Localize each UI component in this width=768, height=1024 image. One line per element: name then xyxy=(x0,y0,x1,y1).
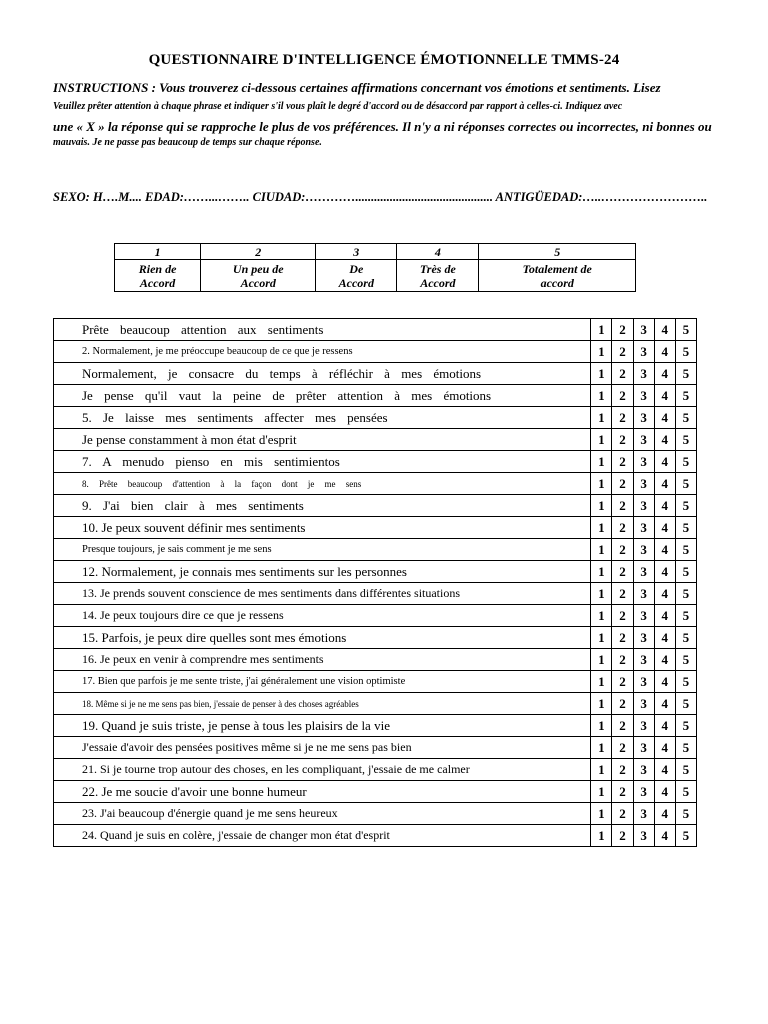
question-text: Je pense qu'il vaut la peine de prêter attention à mes émotions xyxy=(54,385,591,407)
question-text: 19. Quand je suis triste, je pense à tous les plaisirs de la vie xyxy=(54,715,591,737)
answer-option-1[interactable]: 1 xyxy=(591,693,612,715)
answer-option-1[interactable]: 1 xyxy=(591,473,612,495)
answer-option-5[interactable]: 5 xyxy=(675,671,696,693)
answer-option-3[interactable]: 3 xyxy=(633,583,654,605)
answer-option-4[interactable]: 4 xyxy=(654,495,675,517)
answer-option-3[interactable]: 3 xyxy=(633,715,654,737)
instructions-line-1: INSTRUCTIONS : Vous trouverez ci-dessous certaines affirmations concernant vos émotions et sentiments. Lisez xyxy=(53,80,661,95)
answer-option-3[interactable]: 3 xyxy=(633,363,654,385)
answer-option-4[interactable]: 4 xyxy=(654,693,675,715)
question-row xyxy=(54,473,697,495)
answer-option-2[interactable]: 2 xyxy=(612,715,633,737)
question-text: 2. Normalement, je me préoccupe beaucoup de ce que je ressens xyxy=(54,341,591,363)
instructions-line-2: Veuillez prêter attention à chaque phrase et indiquer s'il vous plaît le degré d'accord ou de désaccord par rapport à celles-ci. Indiquez avec xyxy=(53,101,623,112)
answer-option-5[interactable]: 5 xyxy=(675,341,696,363)
answer-option-4[interactable]: 4 xyxy=(654,539,675,561)
answer-option-4[interactable]: 4 xyxy=(654,781,675,803)
answer-option-2[interactable]: 2 xyxy=(612,605,633,627)
question-row xyxy=(54,319,697,341)
answer-option-4[interactable]: 4 xyxy=(654,649,675,671)
question-text: 5. Je laisse mes sentiments affecter mes pensées xyxy=(54,407,591,429)
instructions-line-4: mauvais. Je ne passe pas beaucoup de temps sur chaque réponse. xyxy=(53,137,322,148)
answer-option-4[interactable]: 4 xyxy=(654,319,675,341)
question-row xyxy=(54,363,697,385)
answer-option-5[interactable]: 5 xyxy=(675,649,696,671)
answer-option-3[interactable]: 3 xyxy=(633,693,654,715)
answer-option-3[interactable]: 3 xyxy=(633,737,654,759)
question-row xyxy=(54,693,697,715)
question-row xyxy=(54,605,697,627)
scale-number: 2 xyxy=(201,244,316,260)
answer-option-1[interactable]: 1 xyxy=(591,627,612,649)
answer-option-5[interactable]: 5 xyxy=(675,803,696,825)
answer-option-2[interactable]: 2 xyxy=(612,781,633,803)
answer-option-5[interactable]: 5 xyxy=(675,539,696,561)
question-text: 23. J'ai beaucoup d'énergie quand je me sens heureux xyxy=(54,803,591,825)
answer-option-3[interactable]: 3 xyxy=(633,517,654,539)
question-row xyxy=(54,451,697,473)
answer-option-2[interactable]: 2 xyxy=(612,517,633,539)
answer-option-3[interactable]: 3 xyxy=(633,825,654,847)
answer-option-1[interactable]: 1 xyxy=(591,803,612,825)
question-row xyxy=(54,583,697,605)
answer-option-5[interactable]: 5 xyxy=(675,561,696,583)
answer-option-1[interactable]: 1 xyxy=(591,407,612,429)
answer-option-1[interactable]: 1 xyxy=(591,583,612,605)
answer-option-1[interactable]: 1 xyxy=(591,429,612,451)
answer-option-2[interactable]: 2 xyxy=(612,759,633,781)
question-row xyxy=(54,649,697,671)
answer-option-1[interactable]: 1 xyxy=(591,319,612,341)
question-text: 16. Je peux en venir à comprendre mes sentiments xyxy=(54,649,591,671)
answer-option-3[interactable]: 3 xyxy=(633,649,654,671)
answer-option-1[interactable]: 1 xyxy=(591,715,612,737)
answer-option-2[interactable]: 2 xyxy=(612,583,633,605)
answer-option-3[interactable]: 3 xyxy=(633,539,654,561)
answer-option-4[interactable]: 4 xyxy=(654,517,675,539)
answer-option-5[interactable]: 5 xyxy=(675,583,696,605)
answer-option-3[interactable]: 3 xyxy=(633,781,654,803)
answer-option-5[interactable]: 5 xyxy=(675,605,696,627)
question-row xyxy=(54,429,697,451)
answer-option-2[interactable]: 2 xyxy=(612,649,633,671)
question-text: 18. Même si je ne me sens pas bien, j'essaie de penser à des choses agréables xyxy=(54,693,591,715)
question-row xyxy=(54,715,697,737)
question-text: 13. Je prends souvent conscience de mes sentiments dans différentes situations xyxy=(54,583,591,605)
answer-option-2[interactable]: 2 xyxy=(612,627,633,649)
answer-option-3[interactable]: 3 xyxy=(633,495,654,517)
answer-option-2[interactable]: 2 xyxy=(612,539,633,561)
answer-option-5[interactable]: 5 xyxy=(675,363,696,385)
question-row xyxy=(54,803,697,825)
question-text: 21. Si je tourne trop autour des choses, en les compliquant, j'essaie de me calmer xyxy=(54,759,591,781)
answer-option-2[interactable]: 2 xyxy=(612,341,633,363)
answer-option-4[interactable]: 4 xyxy=(654,803,675,825)
scale-legend-table xyxy=(114,243,636,292)
answer-option-3[interactable]: 3 xyxy=(633,319,654,341)
answer-option-5[interactable]: 5 xyxy=(675,451,696,473)
scale-number: 5 xyxy=(479,244,636,260)
questionnaire-table xyxy=(53,318,697,847)
answer-option-4[interactable]: 4 xyxy=(654,429,675,451)
scale-number: 3 xyxy=(316,244,397,260)
answer-option-1[interactable]: 1 xyxy=(591,517,612,539)
question-row xyxy=(54,539,697,561)
question-row xyxy=(54,759,697,781)
answer-option-2[interactable]: 2 xyxy=(612,561,633,583)
answer-option-3[interactable]: 3 xyxy=(633,759,654,781)
answer-option-4[interactable]: 4 xyxy=(654,715,675,737)
answer-option-3[interactable]: 3 xyxy=(633,429,654,451)
instructions-line-3: une « X » la réponse qui se rapproche le plus de vos préférences. Il n'y a ni réponses correctes ou incorrectes, ni bonnes ou xyxy=(53,119,712,134)
answer-option-4[interactable]: 4 xyxy=(654,627,675,649)
question-row xyxy=(54,495,697,517)
question-row xyxy=(54,407,697,429)
question-text: 14. Je peux toujours dire ce que je ressens xyxy=(54,605,591,627)
respondent-fields[interactable]: SEXO: H….M.... EDAD:……...…….. CIUDAD:…………............................................ ANTIGÜEDAD:…..…………………….. xyxy=(53,190,708,204)
answer-option-5[interactable]: 5 xyxy=(675,407,696,429)
answer-option-5[interactable]: 5 xyxy=(675,759,696,781)
answer-option-1[interactable]: 1 xyxy=(591,671,612,693)
answer-option-2[interactable]: 2 xyxy=(612,407,633,429)
answer-option-5[interactable]: 5 xyxy=(675,319,696,341)
answer-option-4[interactable]: 4 xyxy=(654,407,675,429)
answer-option-1[interactable]: 1 xyxy=(591,649,612,671)
answer-option-3[interactable]: 3 xyxy=(633,341,654,363)
question-text: 8. Prête beaucoup d'attention à la façon dont je me sens xyxy=(54,473,591,495)
answer-option-3[interactable]: 3 xyxy=(633,605,654,627)
answer-option-2[interactable]: 2 xyxy=(612,671,633,693)
question-row xyxy=(54,737,697,759)
answer-option-5[interactable]: 5 xyxy=(675,737,696,759)
answer-option-5[interactable]: 5 xyxy=(675,495,696,517)
answer-option-5[interactable]: 5 xyxy=(675,473,696,495)
answer-option-1[interactable]: 1 xyxy=(591,825,612,847)
answer-option-1[interactable]: 1 xyxy=(591,451,612,473)
answer-option-4[interactable]: 4 xyxy=(654,583,675,605)
scale-label: Un peu de Accord xyxy=(201,260,316,292)
answer-option-5[interactable]: 5 xyxy=(675,627,696,649)
answer-option-1[interactable]: 1 xyxy=(591,605,612,627)
answer-option-4[interactable]: 4 xyxy=(654,341,675,363)
answer-option-2[interactable]: 2 xyxy=(612,825,633,847)
answer-option-4[interactable]: 4 xyxy=(654,385,675,407)
question-text: 12. Normalement, je connais mes sentiments sur les personnes xyxy=(54,561,591,583)
answer-option-2[interactable]: 2 xyxy=(612,385,633,407)
question-row xyxy=(54,781,697,803)
answer-option-2[interactable]: 2 xyxy=(612,451,633,473)
answer-option-2[interactable]: 2 xyxy=(612,803,633,825)
question-row xyxy=(54,825,697,847)
answer-option-4[interactable]: 4 xyxy=(654,561,675,583)
answer-option-5[interactable]: 5 xyxy=(675,693,696,715)
question-text: Prête beaucoup attention aux sentiments xyxy=(54,319,591,341)
answer-option-2[interactable]: 2 xyxy=(612,495,633,517)
answer-option-5[interactable]: 5 xyxy=(675,517,696,539)
question-row xyxy=(54,671,697,693)
answer-option-3[interactable]: 3 xyxy=(633,561,654,583)
question-row xyxy=(54,627,697,649)
scale-number: 1 xyxy=(115,244,201,260)
answer-option-1[interactable]: 1 xyxy=(591,759,612,781)
answer-option-4[interactable]: 4 xyxy=(654,671,675,693)
scale-label: Rien de Accord xyxy=(115,260,201,292)
answer-option-3[interactable]: 3 xyxy=(633,627,654,649)
answer-option-1[interactable]: 1 xyxy=(591,781,612,803)
question-row xyxy=(54,341,697,363)
question-text: Presque toujours, je sais comment je me sens xyxy=(54,539,591,561)
answer-option-2[interactable]: 2 xyxy=(612,737,633,759)
answer-option-4[interactable]: 4 xyxy=(654,451,675,473)
scale-number: 4 xyxy=(397,244,479,260)
answer-option-2[interactable]: 2 xyxy=(612,319,633,341)
question-text: Normalement, je consacre du temps à réfléchir à mes émotions xyxy=(54,363,591,385)
answer-option-4[interactable]: 4 xyxy=(654,759,675,781)
answer-option-4[interactable]: 4 xyxy=(654,605,675,627)
answer-option-5[interactable]: 5 xyxy=(675,781,696,803)
answer-option-5[interactable]: 5 xyxy=(675,825,696,847)
answer-option-3[interactable]: 3 xyxy=(633,473,654,495)
answer-option-3[interactable]: 3 xyxy=(633,407,654,429)
answer-option-4[interactable]: 4 xyxy=(654,473,675,495)
page-title: QUESTIONNAIRE D'INTELLIGENCE ÉMOTIONNELLE TMMS-24 xyxy=(148,52,620,68)
answer-option-3[interactable]: 3 xyxy=(633,803,654,825)
question-text: Je pense constamment à mon état d'esprit xyxy=(54,429,591,451)
scale-label: Totalement de accord xyxy=(479,260,636,292)
answer-option-3[interactable]: 3 xyxy=(633,385,654,407)
question-text: 9. J'ai bien clair à mes sentiments xyxy=(54,495,591,517)
answer-option-2[interactable]: 2 xyxy=(612,473,633,495)
answer-option-1[interactable]: 1 xyxy=(591,561,612,583)
question-row xyxy=(54,561,697,583)
answer-option-1[interactable]: 1 xyxy=(591,363,612,385)
answer-option-1[interactable]: 1 xyxy=(591,495,612,517)
answer-option-3[interactable]: 3 xyxy=(633,451,654,473)
answer-option-4[interactable]: 4 xyxy=(654,363,675,385)
question-text: 24. Quand je suis en colère, j'essaie de changer mon état d'esprit xyxy=(54,825,591,847)
question-text: 10. Je peux souvent définir mes sentiments xyxy=(54,517,591,539)
question-row xyxy=(54,517,697,539)
answer-option-1[interactable]: 1 xyxy=(591,385,612,407)
answer-option-4[interactable]: 4 xyxy=(654,737,675,759)
answer-option-5[interactable]: 5 xyxy=(675,429,696,451)
answer-option-4[interactable]: 4 xyxy=(654,825,675,847)
answer-option-5[interactable]: 5 xyxy=(675,715,696,737)
answer-option-3[interactable]: 3 xyxy=(633,671,654,693)
question-text: 7. A menudo pienso en mis sentimientos xyxy=(54,451,591,473)
question-text: 15. Parfois, je peux dire quelles sont mes émotions xyxy=(54,627,591,649)
question-text: 22. Je me soucie d'avoir une bonne humeur xyxy=(54,781,591,803)
answer-option-1[interactable]: 1 xyxy=(591,341,612,363)
answer-option-2[interactable]: 2 xyxy=(612,693,633,715)
answer-option-2[interactable]: 2 xyxy=(612,363,633,385)
scale-label: De Accord xyxy=(316,260,397,292)
question-text: 17. Bien que parfois je me sente triste, j'ai généralement une vision optimiste xyxy=(54,671,591,693)
answer-option-1[interactable]: 1 xyxy=(591,737,612,759)
answer-option-1[interactable]: 1 xyxy=(591,539,612,561)
answer-option-5[interactable]: 5 xyxy=(675,385,696,407)
scale-label: Très de Accord xyxy=(397,260,479,292)
question-text: J'essaie d'avoir des pensées positives même si je ne me sens pas bien xyxy=(54,737,591,759)
question-row xyxy=(54,385,697,407)
answer-option-2[interactable]: 2 xyxy=(612,429,633,451)
